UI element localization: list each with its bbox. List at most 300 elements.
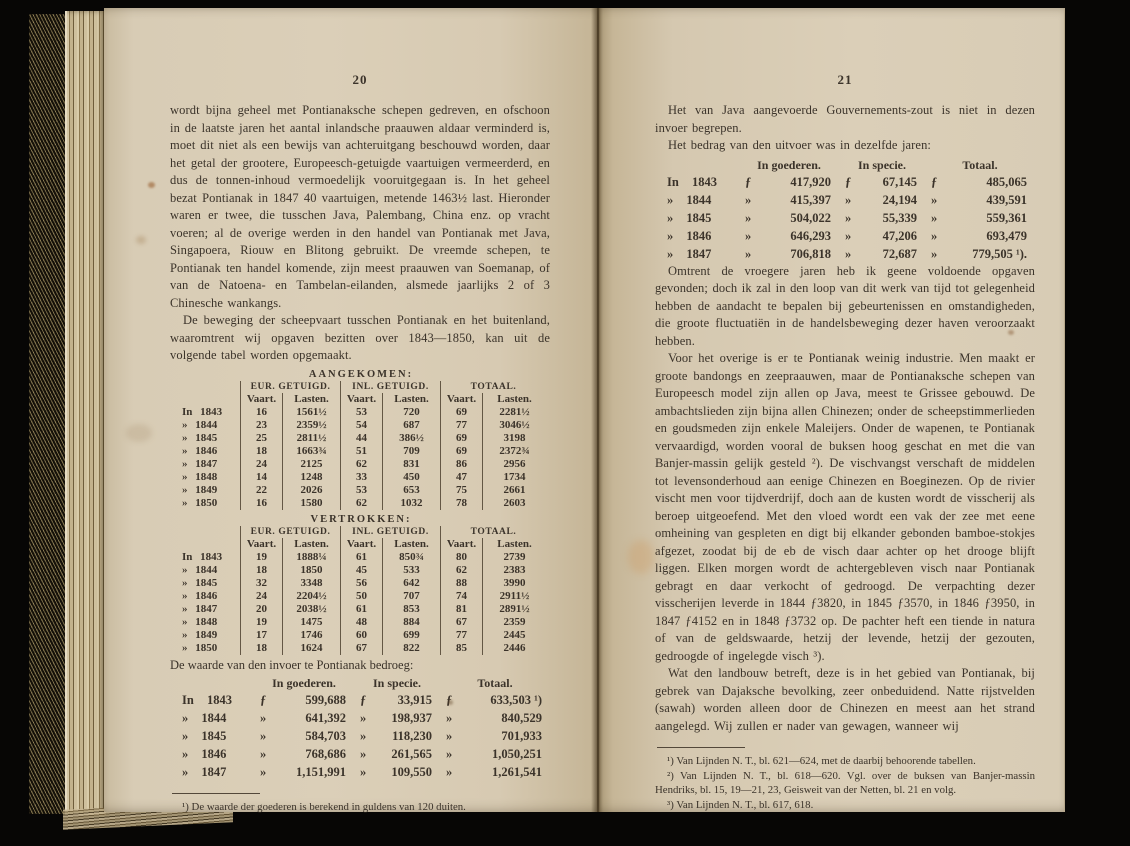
table-caption: AANGEKOMEN: bbox=[308, 368, 414, 380]
value-cell: 2446 bbox=[482, 642, 546, 655]
value-cell: 20 bbox=[240, 603, 282, 616]
year-cell: » 1844 bbox=[667, 192, 712, 207]
book-cover-edge bbox=[29, 14, 65, 814]
year-cell: » 1845 bbox=[182, 431, 218, 444]
value-cell: 2811½ bbox=[282, 432, 340, 445]
value-cell: 720 bbox=[382, 406, 440, 419]
value-cell: 85 bbox=[440, 642, 482, 655]
year-cell: » 1844 bbox=[182, 563, 218, 576]
year-cell: » 1848 bbox=[182, 470, 218, 483]
column-header: Lasten. bbox=[382, 538, 440, 551]
amount: 504,022 bbox=[790, 210, 831, 225]
corner-cell bbox=[176, 538, 240, 551]
value-cell: 450 bbox=[382, 471, 440, 484]
value-cell: 88 bbox=[440, 577, 482, 590]
paragraph: Wat den landbouw betreft, deze is in het gebied van Pontianak, bij gebrek van Dajaksche bevolking, zeer onbeduidend. Natte rijstvelden (sawah) worden alleen door de Chinezen en meest aan het strand aangelegd. Wij zullen er nader van gewagen, wanneer wij bbox=[655, 666, 1035, 733]
value-cell: 18 bbox=[240, 642, 282, 655]
footnote: ²) Van Lijnden N. T., bl. 618—620. Vgl. over de buksen van Banjer-massin Hendriks, bl. 15, 19—21, 23, Geisweit van der Netten, bl. 21 en volg. bbox=[655, 769, 1035, 796]
corner-cell bbox=[176, 381, 240, 393]
amount: 67,145 bbox=[882, 174, 917, 189]
value-cell: 2359½ bbox=[282, 419, 340, 432]
column-header: Vaart. bbox=[440, 393, 482, 406]
currency-sign: » bbox=[931, 210, 938, 225]
value-cell: 17 bbox=[240, 629, 282, 642]
value-cell: 62 bbox=[440, 564, 482, 577]
value-cell: 53 bbox=[340, 484, 382, 497]
amount: 840,529 bbox=[501, 711, 542, 725]
group-header: EUR. GETUIGD. bbox=[240, 381, 340, 393]
left-page-content bbox=[170, 72, 550, 815]
column-header: Lasten. bbox=[482, 393, 546, 406]
value-cell: 1561½ bbox=[282, 406, 340, 419]
money-cell bbox=[440, 691, 550, 709]
amount: 701,933 bbox=[501, 729, 542, 743]
value-cell: 3348 bbox=[282, 577, 340, 590]
value-cell: 386½ bbox=[382, 432, 440, 445]
money-cell bbox=[839, 227, 925, 245]
corner-cell bbox=[176, 526, 240, 538]
currency-sign: » bbox=[446, 729, 453, 743]
table-row bbox=[655, 245, 1035, 263]
subheader-row bbox=[176, 538, 546, 551]
value-cell: 853 bbox=[382, 603, 440, 616]
table-row bbox=[176, 458, 546, 471]
value-cell: 687 bbox=[382, 419, 440, 432]
amount: 693,479 bbox=[986, 228, 1027, 243]
money-cell bbox=[354, 763, 440, 781]
value-cell: 53 bbox=[340, 406, 382, 419]
footnote: ¹) De waarde der goederen is berekend in guldens van 120 duiten. bbox=[182, 801, 466, 813]
amount: 1,151,991 bbox=[296, 765, 346, 779]
value-cell: 3990 bbox=[482, 577, 546, 590]
currency-sign: » bbox=[446, 711, 453, 725]
group-header: TOTAAL. bbox=[440, 526, 546, 538]
amount: 706,818 bbox=[790, 246, 831, 261]
amount: 485,065 bbox=[986, 174, 1027, 189]
footnote: ¹) Van Lijnden N. T., bl. 621—624, met de daarbij behoorende tabellen. bbox=[667, 755, 976, 767]
header-row bbox=[655, 157, 1035, 173]
money-cell bbox=[739, 227, 839, 245]
column-header: In specie. bbox=[373, 676, 421, 690]
column-header: Vaart. bbox=[340, 538, 382, 551]
year-cell: In 1843 bbox=[182, 550, 223, 563]
currency-sign: » bbox=[745, 210, 752, 225]
year-cell: » 1850 bbox=[182, 641, 218, 654]
value-cell: 19 bbox=[240, 616, 282, 629]
money-cell bbox=[839, 173, 925, 191]
currency-sign: » bbox=[260, 747, 267, 761]
column-header: In specie. bbox=[858, 157, 906, 172]
column-header: Vaart. bbox=[340, 393, 382, 406]
corner-cell bbox=[655, 157, 739, 173]
value-cell: 25 bbox=[240, 432, 282, 445]
amount: 24,194 bbox=[882, 192, 917, 207]
currency-sign: » bbox=[360, 747, 367, 761]
amount: 599,688 bbox=[305, 693, 346, 707]
value-cell: 56 bbox=[340, 577, 382, 590]
column-header: In goederen. bbox=[272, 676, 336, 690]
year-cell: » 1845 bbox=[182, 729, 227, 743]
value-cell: 61 bbox=[340, 551, 382, 564]
currency-sign: ƒ bbox=[845, 174, 852, 189]
value-cell: 51 bbox=[340, 445, 382, 458]
currency-sign: ƒ bbox=[360, 693, 367, 707]
currency-sign: ƒ bbox=[931, 174, 938, 189]
table-row bbox=[176, 471, 546, 484]
footnote: ³) Van Lijnden N. T., bl. 617, 618. bbox=[667, 798, 814, 811]
value-cell: 2372¾ bbox=[482, 445, 546, 458]
value-cell: 1248 bbox=[282, 471, 340, 484]
value-cell: 18 bbox=[240, 564, 282, 577]
year-cell: » 1846 bbox=[667, 228, 712, 243]
year-cell: » 1846 bbox=[182, 444, 218, 457]
value-cell: 1850 bbox=[282, 564, 340, 577]
value-cell: 2445 bbox=[482, 629, 546, 642]
group-header: TOTAAL. bbox=[440, 381, 546, 393]
value-cell: 62 bbox=[340, 497, 382, 510]
value-cell: 54 bbox=[340, 419, 382, 432]
value-cell: 2891½ bbox=[482, 603, 546, 616]
money-cell bbox=[440, 709, 550, 727]
currency-sign: » bbox=[931, 246, 938, 261]
amount: 633,503 ¹) bbox=[490, 693, 542, 707]
money-cell bbox=[354, 691, 440, 709]
column-header: Lasten. bbox=[382, 393, 440, 406]
paragraph: Het van Java aangevoerde Gouvernements-zout is niet in dezen invoer begrepen. bbox=[655, 103, 1035, 135]
value-cell: 1888¼ bbox=[282, 551, 340, 564]
value-cell: 44 bbox=[340, 432, 382, 445]
money-cell bbox=[925, 209, 1035, 227]
money-cell bbox=[440, 763, 550, 781]
table-row bbox=[176, 642, 546, 655]
money-cell bbox=[354, 727, 440, 745]
table-row bbox=[176, 590, 546, 603]
paragraph: De beweging der scheepvaart tusschen Pontianak en het buitenland, waaromtrent wij opgaven bezitten over 1843—1850, kan uit de volgende tabel worden opgemaakt. bbox=[170, 313, 550, 362]
value-cell: 1475 bbox=[282, 616, 340, 629]
amount: 198,937 bbox=[391, 711, 432, 725]
amount: 641,392 bbox=[305, 711, 346, 725]
right-page-body bbox=[655, 102, 1035, 812]
value-cell: 69 bbox=[440, 432, 482, 445]
value-cell: 3198 bbox=[482, 432, 546, 445]
value-cell: 50 bbox=[340, 590, 382, 603]
value-cell: 75 bbox=[440, 484, 482, 497]
currency-sign: » bbox=[845, 246, 852, 261]
year-cell: » 1846 bbox=[182, 747, 227, 761]
table-row bbox=[176, 551, 546, 564]
currency-sign: » bbox=[260, 729, 267, 743]
right-page bbox=[599, 8, 1065, 812]
column-header: Vaart. bbox=[240, 393, 282, 406]
value-cell: 47 bbox=[440, 471, 482, 484]
value-cell: 77 bbox=[440, 419, 482, 432]
year-cell: In 1843 bbox=[182, 693, 232, 707]
amount: 55,339 bbox=[882, 210, 917, 225]
money-cell bbox=[839, 245, 925, 263]
paragraph: Omtrent de vroegere jaren heb ik geene voldoende opgaven gevonden; doch ik zal in den loop van dit werk van tijd tot gelegenheid hebben de aandacht te bepalen bij gebeurtenissen en omstandigheden, die groote fluctuatiën in de handelsbeweging dezer haven veroorzaakt hebben. bbox=[655, 263, 1035, 348]
value-cell: 14 bbox=[240, 471, 282, 484]
currency-sign: » bbox=[845, 210, 852, 225]
amount: 646,293 bbox=[790, 228, 831, 243]
value-cell: 48 bbox=[340, 616, 382, 629]
value-cell: 74 bbox=[440, 590, 482, 603]
currency-sign: » bbox=[931, 228, 938, 243]
value-table bbox=[170, 657, 550, 782]
value-cell: 699 bbox=[382, 629, 440, 642]
amount: 1,261,541 bbox=[492, 765, 542, 779]
amount: 559,361 bbox=[986, 210, 1027, 225]
value-cell: 884 bbox=[382, 616, 440, 629]
corner-cell bbox=[176, 393, 240, 406]
right-page-content bbox=[655, 72, 1035, 812]
amount: 768,686 bbox=[305, 747, 346, 761]
paragraph: Voor het overige is er te Pontianak weinig industrie. Men maakt er groote bandongs en zeepraauwen, maar de Pontianaksche schepen van Europeesch model zijn allen op Java, meest te Grissee gebouwd. De ambachtslieden zijn bijna allen Chinezen; onder de scheepstimmerlieden en goudsmeden zijn enkele Maleijers. Onder de wapenen, te Pontianak vervaardigd, worden vooral de buksen hoog geschat en met die van Banjer-massin gelijk gesteld ²). De vischvangst verschaft de middelen tot levensonderhoud aan eenige Chinezen en Boeginezen. Op de rivier vischt men voor tijdverdrijf, doch aan de kusten wordt de visscherij als beroep uitgeoefend. Met den vloed wordt een vak der zee met eene omheining van gespleten en digt bij elkander gebonden bamboe-stokjes afgezet, zoodat bij de eb de visch daar achter op het drooge blijft liggen. Elken morgen wordt de achtergebleven visch naar Pontianak gebragt en daar verkocht of gedroogd. De verpachting dezer visscherijen leverde in 1844 ƒ3820, in 1845 ƒ3570, in 1846 ƒ3950, in 1847 ƒ4152 en in 1848 ƒ3732 op. De pachter heft een tiende in natura of van de geldswaarde, hetzij der levende, hetzij der gezouten, gedroogde of ingelegde visch ³). bbox=[655, 351, 1035, 663]
value-cell: 653 bbox=[382, 484, 440, 497]
amount: 439,591 bbox=[986, 192, 1027, 207]
amount: 1,050,251 bbox=[492, 747, 542, 761]
year-cell: » 1847 bbox=[182, 457, 218, 470]
paragraph: Het bedrag van den uitvoer was in dezelfde jaren: bbox=[668, 138, 932, 152]
shipping-table bbox=[176, 369, 546, 510]
value-cell: 69 bbox=[440, 445, 482, 458]
value-cell: 822 bbox=[382, 642, 440, 655]
money-cell bbox=[739, 191, 839, 209]
money-cell bbox=[739, 209, 839, 227]
value-cell: 81 bbox=[440, 603, 482, 616]
value-cell: 67 bbox=[340, 642, 382, 655]
value-cell: 86 bbox=[440, 458, 482, 471]
group-header: INL. GETUIGD. bbox=[340, 381, 440, 393]
money-cell bbox=[739, 245, 839, 263]
year-cell: » 1845 bbox=[667, 210, 712, 225]
column-header: Lasten. bbox=[482, 538, 546, 551]
value-cell: 831 bbox=[382, 458, 440, 471]
amount: 584,703 bbox=[305, 729, 346, 743]
money-cell bbox=[440, 745, 550, 763]
money-cell bbox=[254, 745, 354, 763]
header-row bbox=[170, 675, 550, 691]
value-cell: 77 bbox=[440, 629, 482, 642]
column-header: In goederen. bbox=[757, 157, 821, 172]
value-cell: 23 bbox=[240, 419, 282, 432]
money-cell bbox=[254, 727, 354, 745]
money-cell bbox=[839, 209, 925, 227]
page-edges-left bbox=[65, 11, 106, 815]
table-row bbox=[176, 419, 546, 432]
value-cell: 2359 bbox=[482, 616, 546, 629]
currency-sign: » bbox=[260, 711, 267, 725]
left-page bbox=[104, 8, 597, 812]
table-row bbox=[176, 603, 546, 616]
value-cell: 1032 bbox=[382, 497, 440, 510]
currency-sign: » bbox=[360, 711, 367, 725]
currency-sign: » bbox=[845, 228, 852, 243]
year-cell: » 1850 bbox=[182, 496, 218, 509]
table-row bbox=[170, 691, 550, 709]
money-cell bbox=[925, 173, 1035, 191]
column-header: Totaal. bbox=[477, 676, 513, 690]
year-cell: » 1845 bbox=[182, 576, 218, 589]
year-cell: » 1848 bbox=[182, 615, 218, 628]
value-cell: 3046½ bbox=[482, 419, 546, 432]
value-cell: 2603 bbox=[482, 497, 546, 510]
value-cell: 78 bbox=[440, 497, 482, 510]
money-cell bbox=[440, 727, 550, 745]
shipping-table bbox=[176, 514, 546, 655]
currency-sign: » bbox=[745, 228, 752, 243]
value-cell: 707 bbox=[382, 590, 440, 603]
column-header: Totaal. bbox=[962, 157, 998, 172]
currency-sign: » bbox=[360, 729, 367, 743]
year-cell: » 1847 bbox=[182, 765, 227, 779]
column-header: Lasten. bbox=[282, 538, 340, 551]
year-cell: » 1844 bbox=[182, 711, 227, 725]
table-title: De waarde van den invoer te Pontianak bedroeg: bbox=[170, 657, 414, 672]
column-header: Vaart. bbox=[240, 538, 282, 551]
table-caption: VERTROKKEN: bbox=[310, 513, 412, 525]
footnote-rule bbox=[657, 747, 745, 748]
table-row bbox=[655, 227, 1035, 245]
table-row bbox=[176, 577, 546, 590]
column-header: Lasten. bbox=[282, 393, 340, 406]
value-cell: 2026 bbox=[282, 484, 340, 497]
table-row bbox=[176, 484, 546, 497]
value-cell: 2125 bbox=[282, 458, 340, 471]
page-number: 20 bbox=[352, 72, 368, 87]
table-row bbox=[176, 564, 546, 577]
currency-sign: ƒ bbox=[446, 693, 453, 707]
value-cell: 69 bbox=[440, 406, 482, 419]
value-cell: 2383 bbox=[482, 564, 546, 577]
table-row bbox=[176, 497, 546, 510]
currency-sign: » bbox=[446, 747, 453, 761]
paragraph: wordt bijna geheel met Pontianaksche schepen gedreven, en ofschoon in de laatste jaren het aantal inlandsche praauwen aldaar verminderd is, moet dit niet als een bewijs van achteruitgang beschouwd worden, daar het getal der grootere, Europeesch-getuigde vaartuigen vermeerderd, en dus de tonnen-inhoud vermoedelijk vooruitgegaan is. In het geheel bezat Pontianak in 1847 40 vaartuigen, metende 1463½ last. Hieronder waren er twee, die tusschen Java, Palembang, China enz. op vracht voeren; al de overige werden in den handel van Pontianak met Java, Singapoera, Riouw en Blitong gebruikt. De vreemde schepen, te Pontianak ten handel komende, zijn meest praauwen van Soemanap, of van de Natoena- en Tambelan-eilanden, alsmede jaarlijks 2 of 3 Chinesche wankangs. bbox=[170, 103, 550, 310]
value-cell: 24 bbox=[240, 590, 282, 603]
money-cell bbox=[254, 709, 354, 727]
subheader-row bbox=[176, 393, 546, 406]
money-cell bbox=[739, 173, 839, 191]
money-cell bbox=[925, 227, 1035, 245]
money-cell bbox=[354, 709, 440, 727]
amount: 779,505 ¹). bbox=[972, 246, 1027, 261]
value-cell: 32 bbox=[240, 577, 282, 590]
money-cell bbox=[925, 245, 1035, 263]
value-cell: 22 bbox=[240, 484, 282, 497]
year-cell: In 1843 bbox=[667, 174, 717, 189]
book-gutter bbox=[591, 8, 603, 812]
value-cell: 1580 bbox=[282, 497, 340, 510]
year-cell: » 1847 bbox=[182, 602, 218, 615]
currency-sign: » bbox=[446, 765, 453, 779]
table-row bbox=[176, 432, 546, 445]
value-cell: 1734 bbox=[482, 471, 546, 484]
value-cell: 533 bbox=[382, 564, 440, 577]
value-cell: 18 bbox=[240, 445, 282, 458]
value-table bbox=[655, 157, 1035, 263]
table-row bbox=[170, 745, 550, 763]
currency-sign: » bbox=[745, 192, 752, 207]
money-cell bbox=[839, 191, 925, 209]
table-row bbox=[655, 191, 1035, 209]
year-cell: In 1843 bbox=[182, 405, 223, 418]
amount: 118,230 bbox=[392, 729, 432, 743]
value-cell: 16 bbox=[240, 497, 282, 510]
value-cell: 2956 bbox=[482, 458, 546, 471]
year-cell: » 1844 bbox=[182, 418, 218, 431]
amount: 415,397 bbox=[790, 192, 831, 207]
value-cell: 1746 bbox=[282, 629, 340, 642]
table-row bbox=[176, 406, 546, 419]
currency-sign: » bbox=[360, 765, 367, 779]
value-cell: 1663¾ bbox=[282, 445, 340, 458]
left-page-body bbox=[170, 102, 550, 815]
group-header: EUR. GETUIGD. bbox=[240, 526, 340, 538]
amount: 109,550 bbox=[391, 765, 432, 779]
corner-cell bbox=[170, 675, 254, 691]
value-cell: 2038½ bbox=[282, 603, 340, 616]
group-header-row bbox=[176, 381, 546, 393]
group-header: INL. GETUIGD. bbox=[340, 526, 440, 538]
value-cell: 80 bbox=[440, 551, 482, 564]
table-row bbox=[655, 173, 1035, 191]
table-row bbox=[176, 616, 546, 629]
value-cell: 1624 bbox=[282, 642, 340, 655]
year-cell: » 1846 bbox=[182, 589, 218, 602]
table-row bbox=[176, 445, 546, 458]
year-cell: » 1849 bbox=[182, 628, 218, 641]
value-cell: 642 bbox=[382, 577, 440, 590]
value-cell: 19 bbox=[240, 551, 282, 564]
value-cell: 709 bbox=[382, 445, 440, 458]
amount: 261,565 bbox=[391, 747, 432, 761]
table-row bbox=[170, 763, 550, 781]
value-cell: 24 bbox=[240, 458, 282, 471]
amount: 417,920 bbox=[790, 174, 831, 189]
amount: 72,687 bbox=[882, 246, 917, 261]
value-cell: 2661 bbox=[482, 484, 546, 497]
table-row bbox=[655, 209, 1035, 227]
currency-sign: » bbox=[745, 246, 752, 261]
year-cell: » 1847 bbox=[667, 246, 712, 261]
value-cell: 45 bbox=[340, 564, 382, 577]
column-header: Vaart. bbox=[440, 538, 482, 551]
year-cell: » 1849 bbox=[182, 483, 218, 496]
value-cell: 2281½ bbox=[482, 406, 546, 419]
amount: 47,206 bbox=[882, 228, 917, 243]
value-cell: 61 bbox=[340, 603, 382, 616]
value-cell: 2204½ bbox=[282, 590, 340, 603]
value-cell: 16 bbox=[240, 406, 282, 419]
money-cell bbox=[354, 745, 440, 763]
value-cell: 67 bbox=[440, 616, 482, 629]
value-cell: 62 bbox=[340, 458, 382, 471]
currency-sign: » bbox=[845, 192, 852, 207]
group-header-row bbox=[176, 526, 546, 538]
currency-sign: » bbox=[931, 192, 938, 207]
currency-sign: ƒ bbox=[260, 693, 267, 707]
table-row bbox=[170, 727, 550, 745]
value-cell: 33 bbox=[340, 471, 382, 484]
value-cell: 60 bbox=[340, 629, 382, 642]
money-cell bbox=[254, 691, 354, 709]
table-row bbox=[170, 709, 550, 727]
currency-sign: ƒ bbox=[745, 174, 752, 189]
money-cell bbox=[254, 763, 354, 781]
value-cell: 2739 bbox=[482, 551, 546, 564]
amount: 33,915 bbox=[397, 693, 432, 707]
value-cell: 850¾ bbox=[382, 551, 440, 564]
money-cell bbox=[925, 191, 1035, 209]
